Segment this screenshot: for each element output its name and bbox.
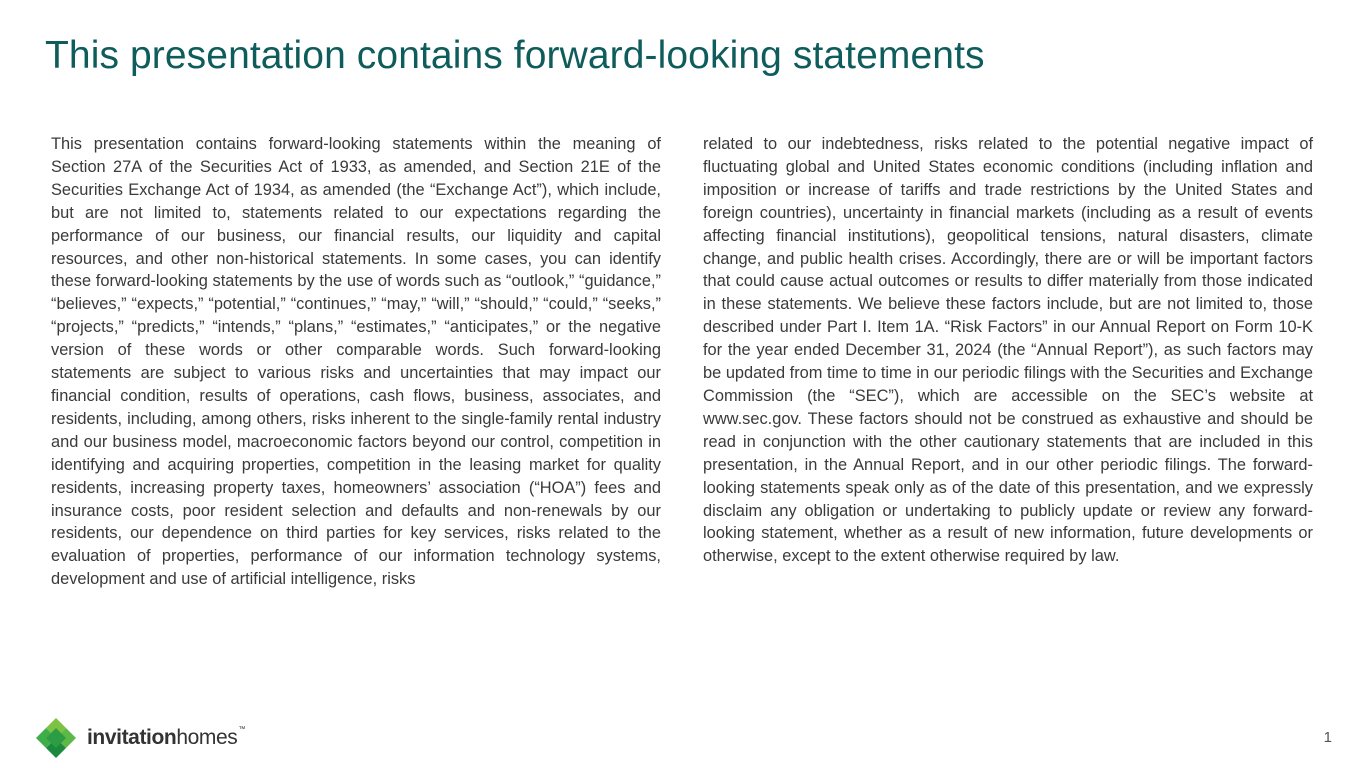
logo-word-invitation: invitation [87, 726, 177, 749]
page-number: 1 [1323, 729, 1332, 746]
company-logo [34, 716, 245, 760]
house-diamond-icon [34, 716, 78, 760]
logo-word-homes: homes [176, 726, 238, 749]
page-title: This presentation contains forward-looking statements [45, 34, 985, 77]
disclaimer-right-column: related to our indebtedness, risks related to the potential negative impact of fluctuating global and United States economic conditions (including inflation and imposition or increase of tariffs and trade restrictions by the United States and foreign countries), uncertainty in financial markets (including as a result of events affecting financial institutions), geopolitical tensions, natural disasters, climate change, and public health crises. Accordingly, there are or will be important factors that could cause actual outcomes or results to differ materially from those indicated in these statements. We believe these factors include, but are not limited to, those described under Part I. Item 1A. “Risk Factors” in our Annual Report on Form 10-K for the year ended December 31, 2024 (the “Annual Report”), as such factors may be updated from time to time in our periodic filings with the Securities and Exchange Commission (the “SEC”), which are accessible on the SEC’s website at www.sec.gov. These factors should not be construed as exhaustive and should be read in conjunction with the other cautionary statements that are included in this presentation, in the Annual Report, and in our other periodic filings. The forward-looking statements speak only as of the date of this presentation, and we expressly disclaim any obligation or undertaking to publicly update or review any forward-looking statement, whether as a result of new information, future developments or otherwise, except to the extent otherwise required by law. [703, 135, 1313, 566]
disclaimer-left-column: This presentation contains forward-looking statements within the meaning of Section 27A of the Securities Act of 1933, as amended, and Section 21E of the Securities Exchange Act of 1934, as amended (the “Exchange Act”), which include, but are not limited to, statements related to our expectations regarding the performance of our business, our financial results, our liquidity and capital resources, and other non-historical statements. In some cases, you can identify these forward-looking statements by the use of words such as “outlook,” “guidance,” “believes,” “expects,” “potential,” “continues,” “may,” “will,” “should,” “could,” “seeks,” “projects,” “predicts,” “intends,” “plans,” “estimates,” “anticipates,” or the negative version of these words or other comparable words. Such forward-looking statements are subject to various risks and uncertainties that may impact our financial condition, results of operations, cash flows, business, associates, and residents, including, among others, risks inherent to the single-family rental industry and our business model, macroeconomic factors beyond our control, competition in identifying and acquiring properties, competition in the leasing market for quality residents, increasing property taxes, homeowners’ association (“HOA”) fees and insurance costs, poor resident selection and defaults and non-renewals by our residents, our dependence on third parties for key services, risks related to the evaluation of properties, performance of our information technology systems, development and use of artificial intelligence, risks [51, 135, 661, 589]
logo-wordmark [87, 726, 245, 750]
trademark-mark: ™ [238, 726, 245, 733]
